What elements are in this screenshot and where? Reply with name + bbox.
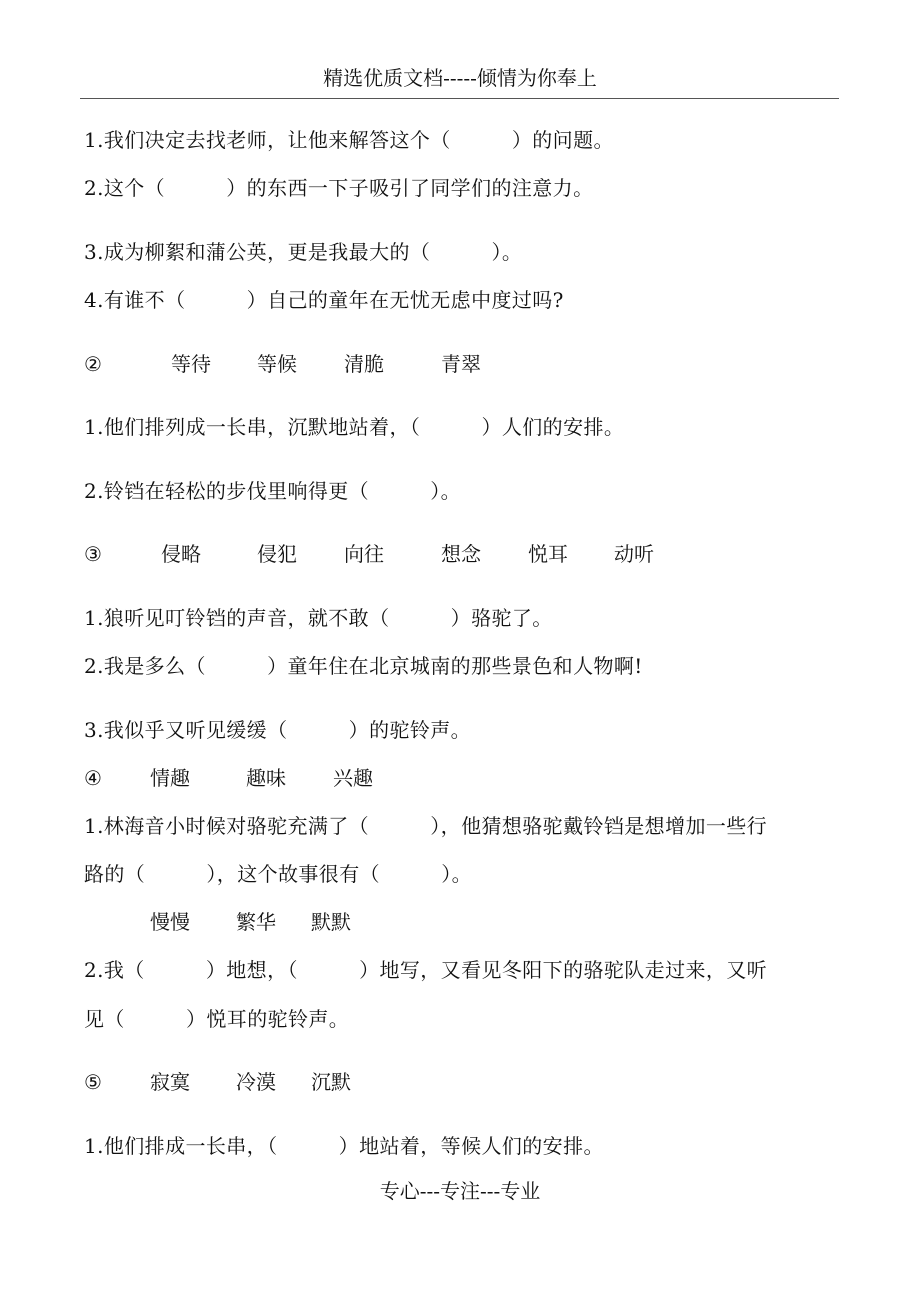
word-option: 冷漠 [236, 1070, 276, 1094]
word-option: 沉默 [311, 1070, 351, 1094]
word-option: 默默 [311, 910, 351, 934]
word-option: 侵略 [161, 542, 201, 566]
exercise-sentence: 1.狼听见叮铃铛的声音，就不敢（ ）骆驼了。 [84, 606, 553, 630]
group-marker: ③ [84, 542, 102, 566]
exercise-sentence: 1.他们排列成一长串，沉默地站着，（ ）人们的安排。 [84, 415, 625, 439]
exercise-sentence: 路的（ ），这个故事很有（ ）。 [84, 862, 472, 886]
word-option: 等待 [171, 352, 211, 376]
word-option: 清脆 [344, 352, 384, 376]
exercise-sentence: 2.这个（ ）的东西一下子吸引了同学们的注意力。 [84, 176, 594, 200]
word-option: 情趣 [150, 766, 190, 790]
word-option: 青翠 [441, 352, 481, 376]
word-option: 向往 [344, 542, 384, 566]
group-marker: ② [84, 352, 102, 376]
group-marker: ⑤ [84, 1070, 102, 1094]
word-option: 兴趣 [333, 766, 373, 790]
exercise-sentence: 1.他们排成一长串，（ ）地站着，等候人们的安排。 [84, 1134, 604, 1158]
exercise-sentence: 1.林海音小时候对骆驼充满了（ ），他猜想骆驼戴铃铛是想增加一些行 [84, 814, 768, 838]
word-option: 等候 [257, 352, 297, 376]
exercise-sentence: 2.我（ ）地想，（ ）地写，又看见冬阳下的骆驼队走过来，又听 [84, 958, 768, 982]
page-header: 精选优质文档-----倾情为你奉上 [323, 66, 597, 90]
word-option: 悦耳 [528, 542, 568, 566]
exercise-sentence: 4.有谁不（ ）自己的童年在无忧无虑中度过吗? [84, 288, 564, 312]
word-option: 想念 [441, 542, 481, 566]
exercise-sentence: 见（ ）悦耳的驼铃声。 [84, 1007, 350, 1031]
exercise-sentence: 3.我似乎又听见缓缓（ ）的驼铃声。 [84, 718, 472, 742]
exercise-sentence: 1.我们决定去找老师，让他来解答这个（ ）的问题。 [84, 128, 614, 152]
group-marker: ④ [84, 766, 102, 790]
word-option: 动听 [614, 542, 654, 566]
exercise-sentence: 2.我是多么（ ）童年住在北京城南的那些景色和人物啊! [84, 654, 643, 678]
word-option: 繁华 [236, 910, 276, 934]
exercise-sentence: 3.成为柳絮和蒲公英，更是我最大的（ ）。 [84, 240, 523, 264]
word-option: 趣味 [246, 766, 286, 790]
word-option: 寂寞 [150, 1070, 190, 1094]
header-divider [80, 98, 839, 99]
word-option: 慢慢 [150, 910, 190, 934]
exercise-sentence: 2.铃铛在轻松的步伐里响得更（ ）。 [84, 479, 462, 503]
word-option: 侵犯 [257, 542, 297, 566]
page-footer: 专心---专注---专业 [379, 1179, 541, 1203]
